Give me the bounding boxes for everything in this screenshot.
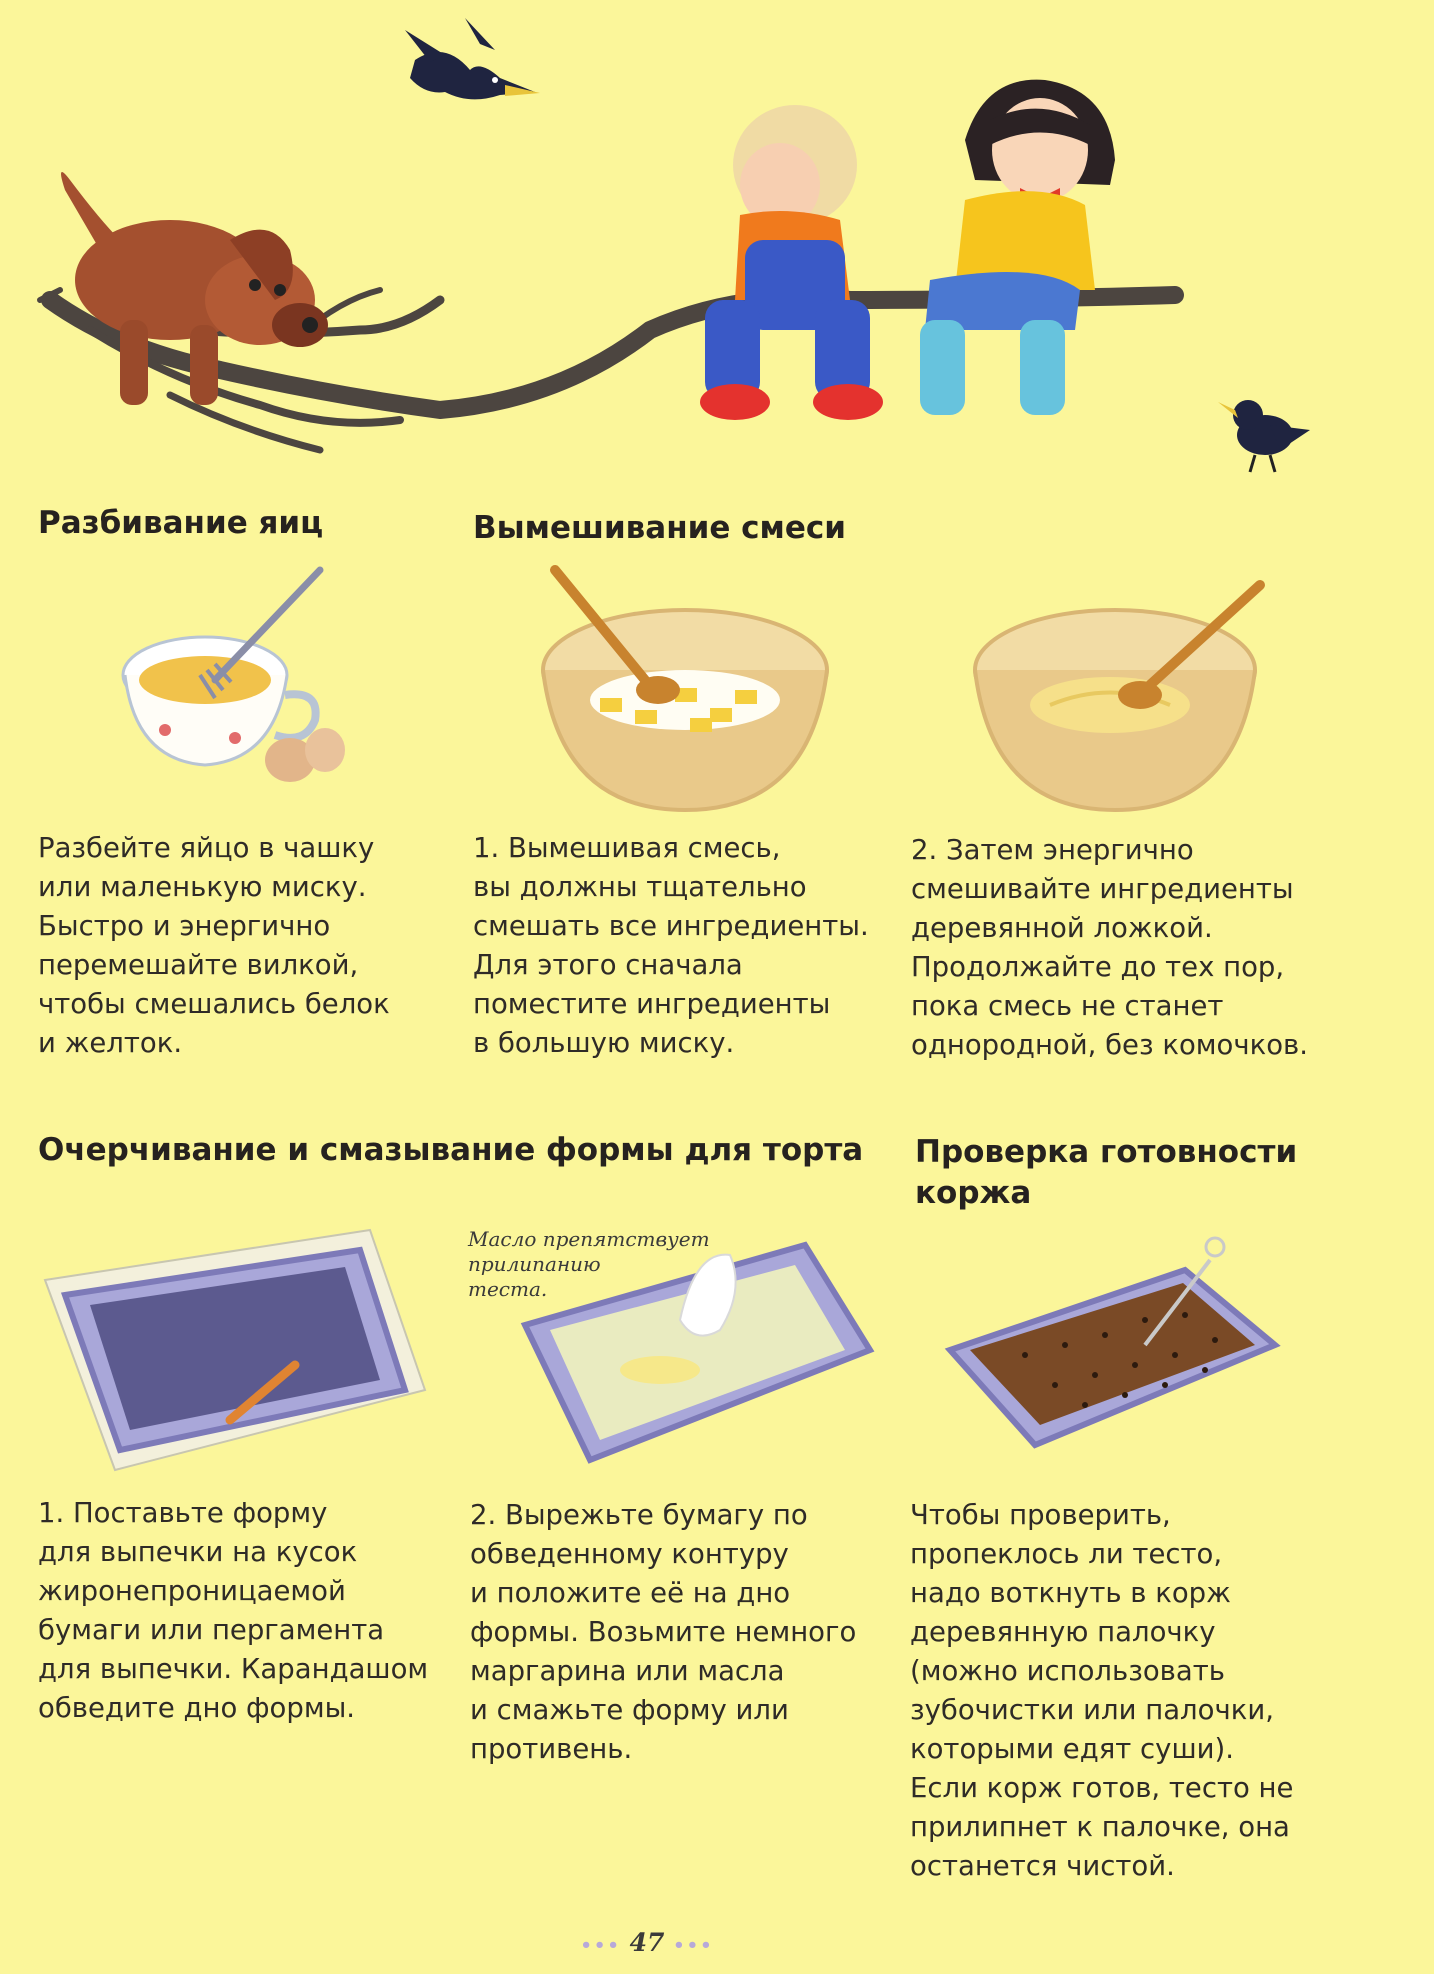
check-text: Чтобы проверить, пропеклось ли тесто, надо воткнуть в корж деревянную палочку (можно использовать зубочистки или палочки, которыми едят суши). Если корж готов, тесто не прилипнет к палочке, она останется чистой. bbox=[910, 1499, 1294, 1882]
flying-bird-icon bbox=[405, 18, 540, 99]
tin-step1-text: 1. Поставьте форму для выпечки на кусок жиронепроницаемой бумаги или пергамента для выпечки. Карандашом обведите дно формы. bbox=[38, 1497, 429, 1724]
greased-tin-icon bbox=[520, 1230, 890, 1480]
page-dots-left: ••• bbox=[580, 1935, 621, 1956]
page-dots-right: ••• bbox=[673, 1935, 714, 1956]
girl-icon bbox=[920, 80, 1115, 415]
cup-with-fork-icon bbox=[115, 560, 375, 800]
check-heading: Проверка готовности коржа bbox=[915, 1134, 1298, 1211]
bowl-with-batter-icon bbox=[970, 560, 1270, 820]
baked-cake-tin-icon bbox=[945, 1225, 1285, 1475]
tin-on-paper-icon bbox=[40, 1225, 430, 1475]
tin-note: Масло препятствует прилипанию теста. bbox=[468, 1227, 710, 1301]
standing-bird-icon bbox=[1218, 400, 1310, 472]
page-number bbox=[567, 1928, 727, 1957]
tin-heading: Очерчивание и смазывание формы для торта bbox=[38, 1132, 864, 1168]
eggs-text: Разбейте яйцо в чашку или маленькую миску. Быстро и энергично перемешайте вилкой, чтобы смешались белок и желток. bbox=[38, 832, 390, 1059]
bowl-with-butter-icon bbox=[535, 560, 835, 820]
eggs-heading: Разбивание яиц bbox=[38, 505, 324, 541]
mixing-step1-text: 1. Вымешивая смесь, вы должны тщательно смешать все ингредиенты. Для этого сначала поместите ингредиенты в большую миску. bbox=[473, 832, 869, 1059]
dog-icon bbox=[61, 172, 328, 405]
boy-icon bbox=[700, 105, 883, 420]
page-number-value: 47 bbox=[629, 1928, 665, 1957]
mixing-step2-text: 2. Затем энергично смешивайте ингредиенты деревянной ложкой. Продолжайте до тех пор, пока смесь не станет однородной, без комочков. bbox=[911, 834, 1308, 1061]
mixing-heading: Вымешивание смеси bbox=[473, 510, 846, 546]
top-illustration bbox=[0, 0, 1434, 500]
tin-step2-text: 2. Вырежьте бумагу по обведенному контуру и положите её на дно формы. Возьмите немного маргарина или масла и смажьте форму или противень. bbox=[470, 1499, 857, 1765]
